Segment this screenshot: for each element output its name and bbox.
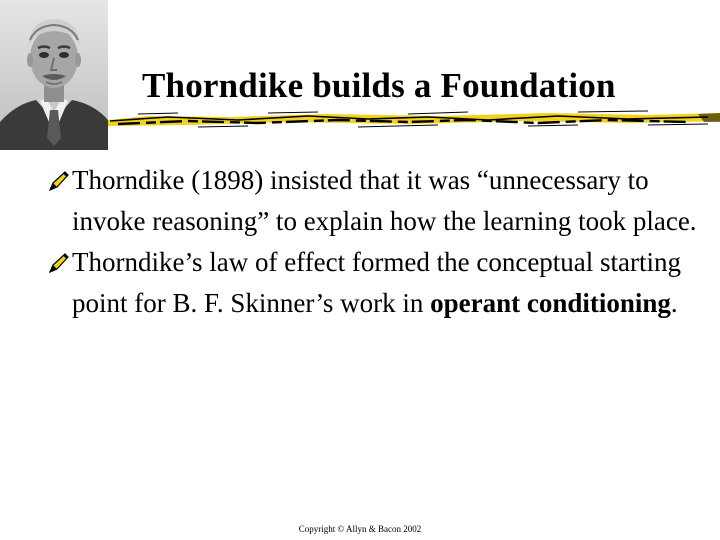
man-portrait-icon	[0, 0, 108, 150]
bullet-list	[48, 160, 708, 324]
pencil-icon	[48, 252, 70, 274]
bullet-emphasis: operant conditioning	[430, 288, 671, 318]
slide-title: Thorndike builds a Foundation	[142, 66, 616, 105]
title-underline-brushstroke	[108, 108, 720, 130]
pencil-icon	[48, 170, 70, 192]
copyright-footer: Copyright © Allyn & Bacon 2002	[298, 524, 422, 534]
bullet-text-end: .	[670, 288, 678, 318]
bullet-text: Thorndike (1898) insisted that it was “unnecessary to invoke reasoning” to explain how the learning took place.	[72, 165, 697, 236]
bullet-text: Thorndike’s law of effect formed the conceptual starting point for B. F. Skinner’s work in	[72, 247, 682, 318]
bullet-item	[48, 242, 708, 324]
bullet-item	[48, 160, 708, 242]
